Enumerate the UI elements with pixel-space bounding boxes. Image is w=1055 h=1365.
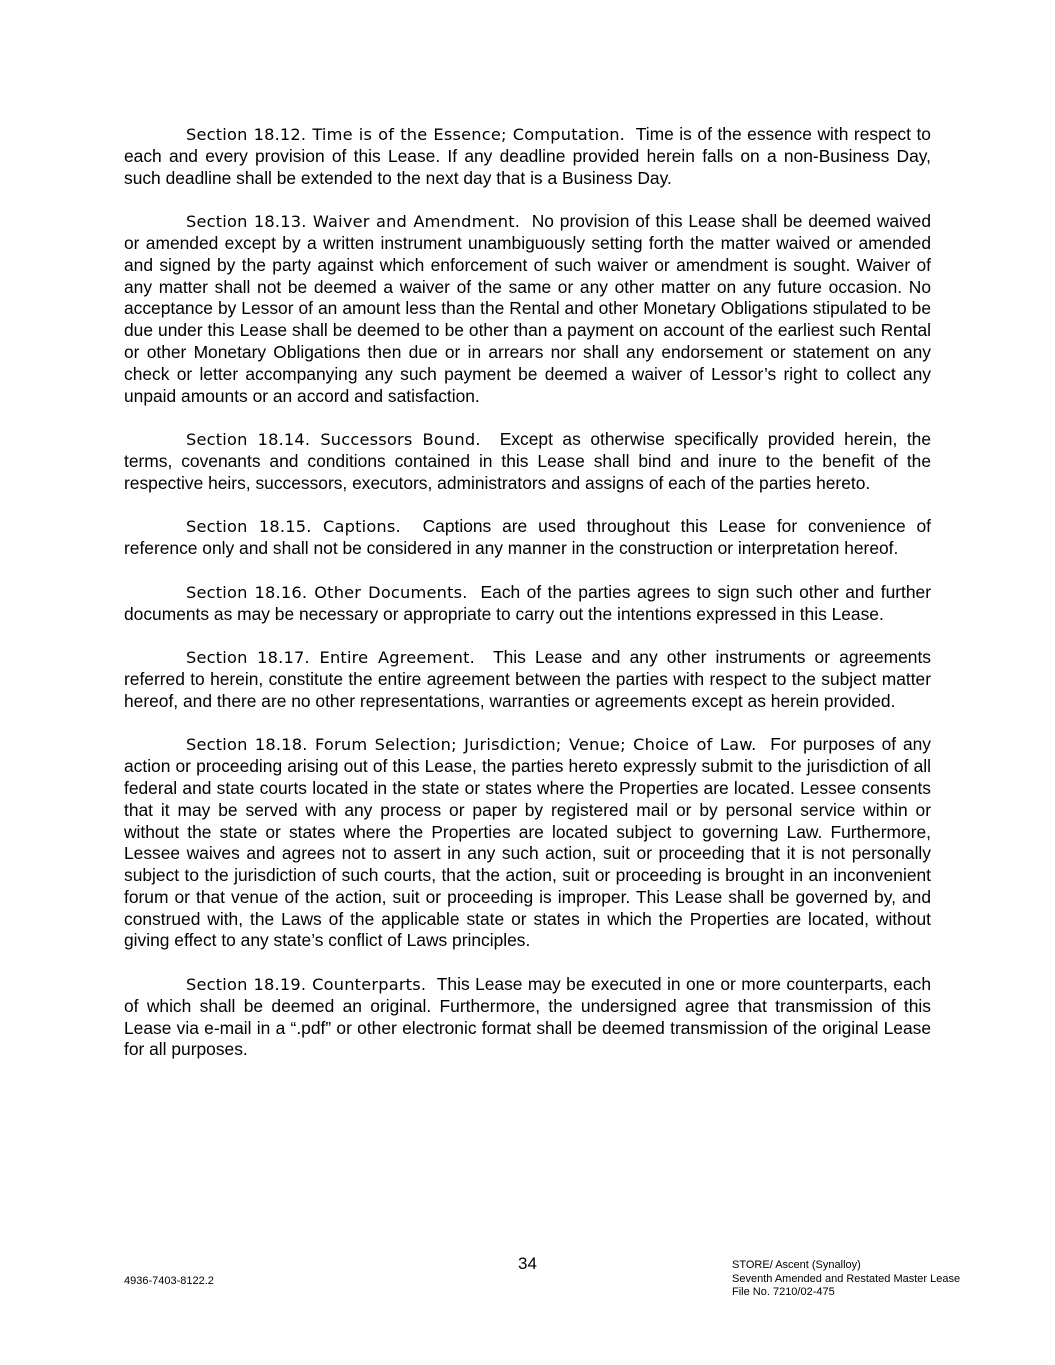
section-text: This Lease may be executed in one or more counterparts, each of which shall be deemed an original. Furthermore, the undersigned agree that transmission of this Lease via e-mail in a “.pdf” or other electronic format shall be deemed transmission of the original Lease for all purposes.	[124, 974, 931, 1060]
section-18-12	[124, 124, 931, 189]
document-body	[124, 124, 931, 1083]
section-title: Other Documents.	[314, 582, 468, 602]
section-18-13	[124, 211, 931, 407]
document-id: 4936-7403-8122.2	[124, 1275, 214, 1287]
footer-line-parties: STORE/ Ascent (Synalloy)	[732, 1259, 861, 1271]
section-number: Section 18.15.	[186, 517, 312, 537]
section-number: Section 18.18.	[186, 735, 308, 755]
section-number: Section 18.12.	[186, 125, 307, 144]
section-text: Captions are used throughout this Lease for convenience of reference only and shall not be considered in any manner in the construction or interpretation hereof.	[124, 516, 931, 559]
section-text: Each of the parties agrees to sign such other and further documents as may be necessary or appropriate to carry out the intentions expressed in this Lease.	[124, 581, 931, 624]
footer-file-info	[732, 1259, 960, 1300]
section-title: Captions.	[322, 517, 401, 537]
section-number: Section 18.17.	[186, 648, 310, 668]
section-text: Except as otherwise specifically provided herein, the terms, covenants and conditions contained in this Lease shall bind and inure to the benefit of the respective heirs, successors, executors, administrators and assigns of each of the parties hereto.	[124, 429, 931, 493]
section-number: Section 18.19.	[186, 975, 307, 995]
section-18-18	[124, 734, 931, 952]
section-text: For purposes of any action or proceeding arising out of this Lease, the parties hereto expressly submit to the jurisdiction of all federal and state courts located in the state or states where the Properties are located. Lessee consents that it may be served with any process or paper by registered mail or by personal service within or without the state or states where the Properties are located subject to governing Law. Furthermore, Lessee waives and agrees not to assert in any such action, suit or proceeding that it is not personally subject to the jurisdiction of such courts, that the action, suit or proceeding is brought in an inconvenient forum or that venue of the action, suit or proceeding is improper. This Lease shall be governed by, and construed with, the Laws of the applicable state or states in which the Properties are located, without giving effect to any state’s conflict of Laws principles.	[124, 734, 931, 951]
section-text: This Lease and any other instruments or agreements referred to herein, constitute the entire agreement between the parties with respect to the subject matter hereof, and there are no other representations, warranties or agreements except as herein provided.	[124, 647, 931, 711]
section-18-15	[124, 516, 931, 560]
section-title: Successors Bound.	[320, 430, 481, 450]
footer-line-document: Seventh Amended and Restated Master Lease	[732, 1272, 961, 1285]
footer-line-file-number: File No. 7210/02-475	[732, 1286, 835, 1298]
section-title: Entire Agreement.	[319, 648, 476, 668]
section-title: Time is of the Essence; Computation.	[312, 125, 626, 144]
section-18-14	[124, 429, 931, 494]
section-title: Waiver and Amendment.	[312, 212, 521, 232]
section-title: Forum Selection; Jurisdiction; Venue; Choice of Law.	[314, 735, 757, 755]
section-number: Section 18.14.	[186, 430, 311, 450]
section-title: Counterparts.	[312, 975, 427, 995]
page-number: 34	[518, 1254, 537, 1273]
section-number: Section 18.13.	[186, 212, 307, 232]
section-text: No provision of this Lease shall be deemed waived or amended except by a written instrument unambiguously setting forth the matter waived or amended and signed by the party against which enforcement of such waiver or amendment is sought. Waiver of any matter shall not be deemed a waiver of the same or any other matter on any future occasion. No acceptance by Lessor of an amount less than the Rental and other Monetary Obligations stipulated to be due under this Lease shall be deemed to be other than a payment on account of the earliest such Rental or other Monetary Obligations then due or in arrears nor shall any endorsement or statement on any check or letter accompanying any such payment be deemed a waiver of Lessor’s right to collect any unpaid amounts or an accord and satisfaction.	[124, 211, 931, 406]
section-18-16	[124, 582, 931, 626]
section-text: Time is of the essence with respect to each and every provision of this Lease. If any deadline provided herein falls on a non-Business Day, such deadline shall be extended to the next day that is a Business Day.	[124, 124, 931, 188]
section-number: Section 18.16.	[186, 582, 308, 602]
section-18-17	[124, 647, 931, 712]
section-18-19	[124, 974, 931, 1061]
